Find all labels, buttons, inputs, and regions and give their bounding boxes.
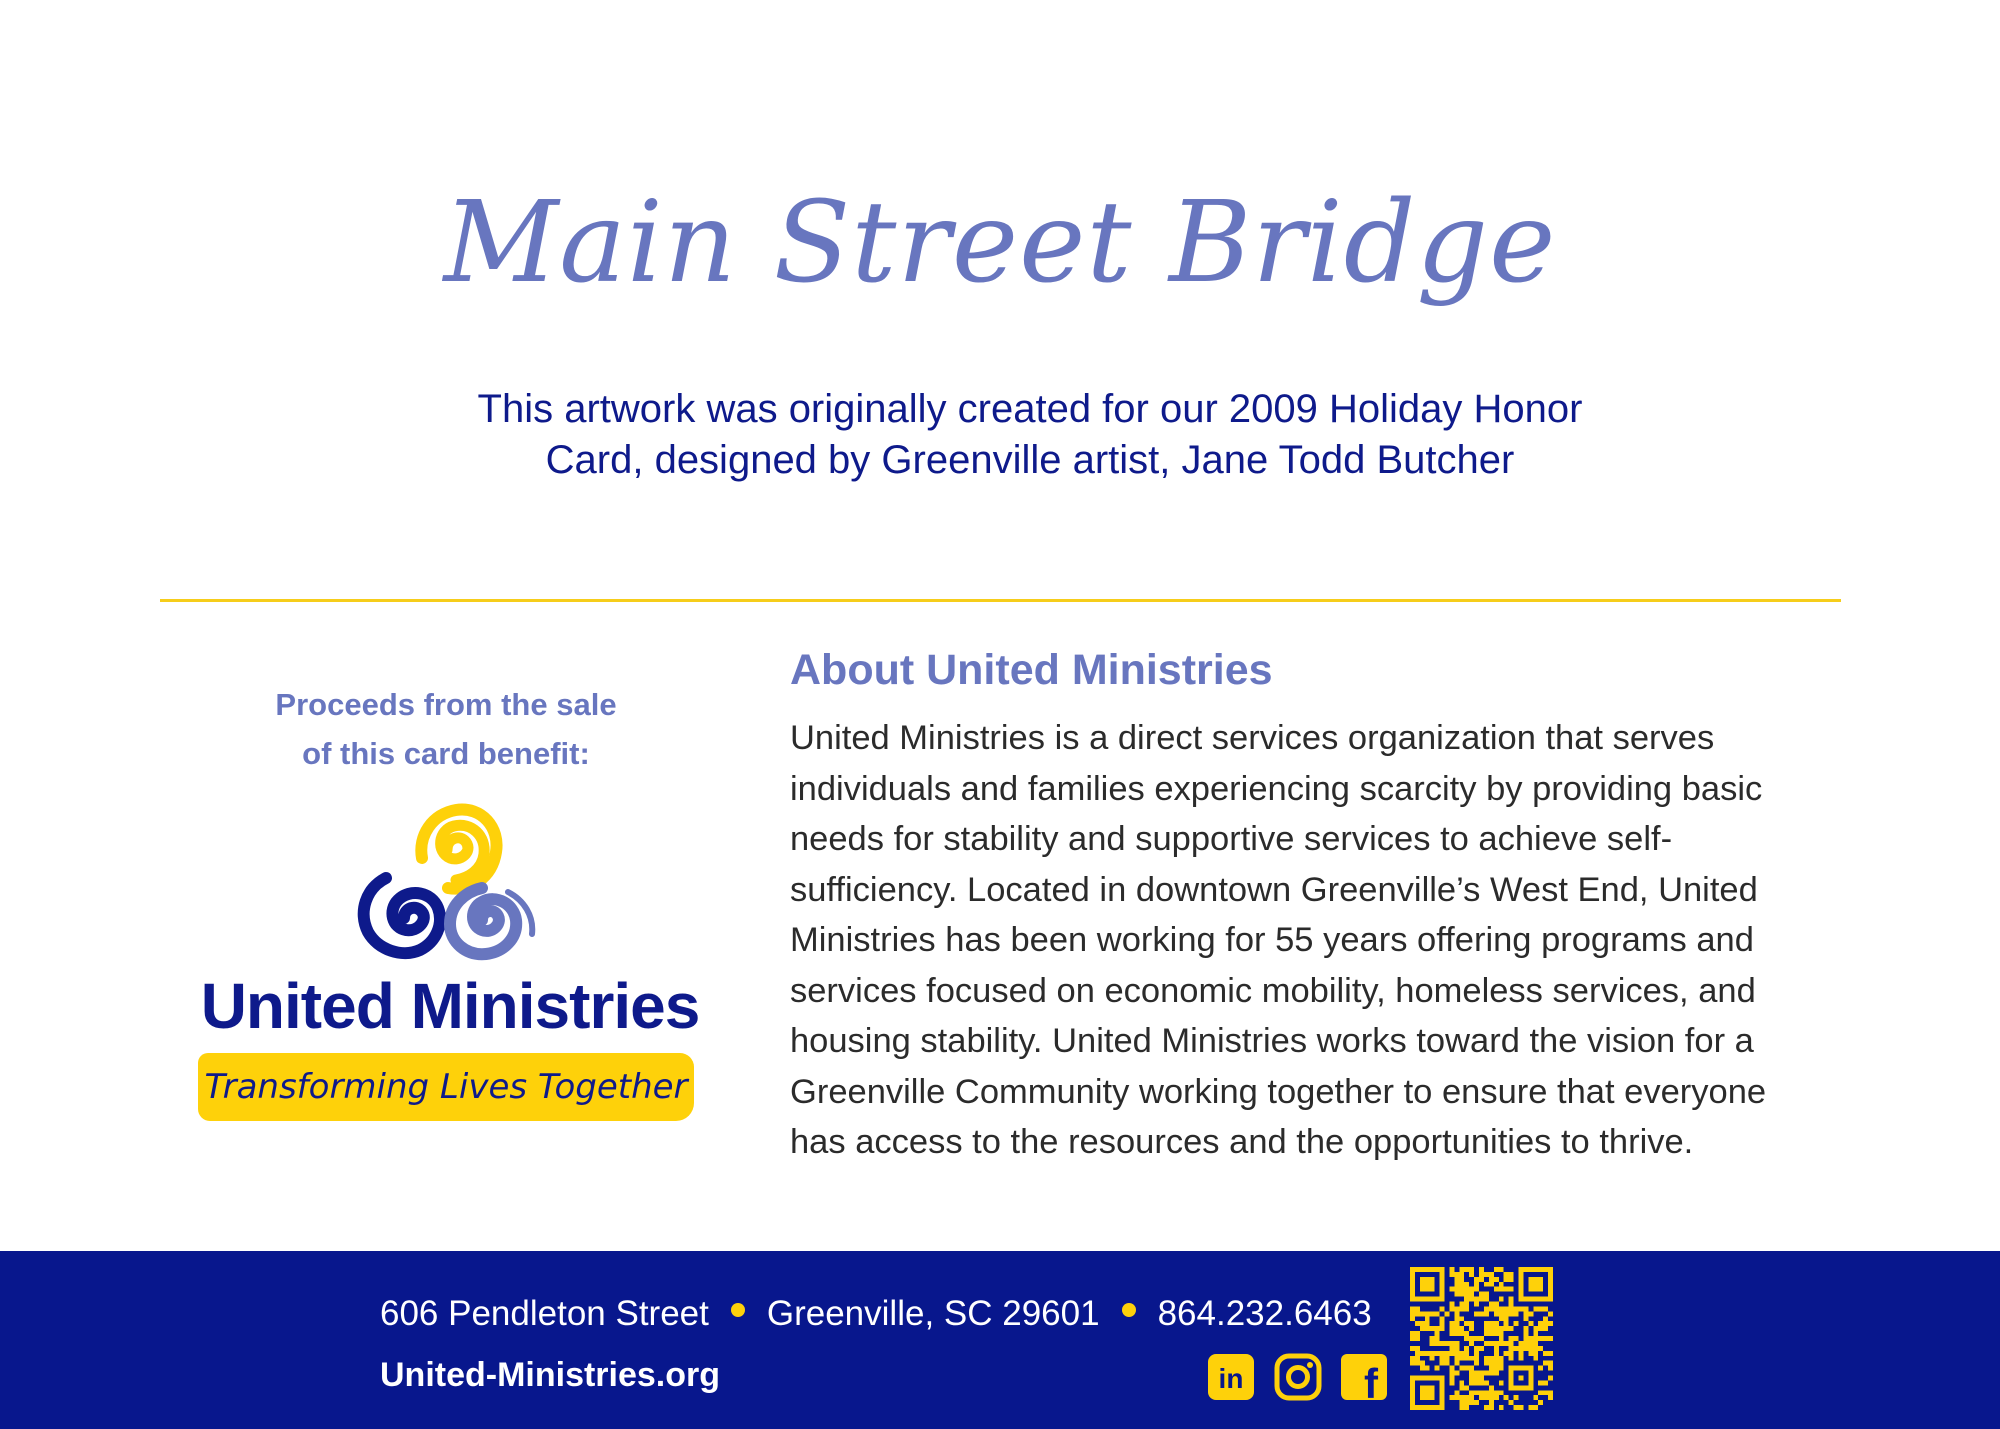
separator-dot-icon: [731, 1303, 745, 1317]
periwinkle-spiral: [450, 888, 532, 954]
organization-tagline: Transforming Lives Together: [198, 1053, 694, 1121]
about-line: sufficiency. Located in downtown Greenville’s West End, United: [790, 870, 1758, 909]
facebook-icon[interactable]: [1340, 1353, 1388, 1401]
yellow-spiral: [421, 810, 496, 889]
separator-dot-icon: [1122, 1303, 1136, 1317]
subtitle-line: Card, designed by Greenville artist, Jane Todd Butcher: [545, 438, 1515, 482]
about-line: needs for stability and supportive services to achieve self-: [790, 820, 1673, 858]
proceeds-line: of this card benefit:: [302, 736, 590, 771]
organization-logo-name: United Ministries: [200, 970, 700, 1042]
about-line: United Ministries is a direct services organization that serves: [790, 719, 1715, 757]
phone-number: 864.232.6463: [1157, 1294, 1372, 1333]
subtitle-line: This artwork was originally created for our 2009 Holiday Honor: [477, 387, 1583, 431]
about-heading: About United Ministries: [790, 646, 1273, 694]
card-title: Main Street Bridge: [443, 178, 1557, 308]
city-state-zip: Greenville, SC 29601: [766, 1294, 1100, 1333]
linkedin-icon[interactable]: [1207, 1353, 1255, 1401]
navy-spiral: [364, 878, 440, 953]
facebook-label: f: [1364, 1360, 1378, 1401]
about-line: Greenville Community working together to ensure that everyone: [790, 1072, 1767, 1111]
about-line: Ministries has been working for 55 years offering programs and: [790, 921, 1754, 959]
linkedin-label: in: [1218, 1363, 1244, 1394]
contact-address: [380, 1290, 1372, 1338]
footer-bar: [0, 1251, 2000, 1429]
about-line: has access to the resources and the opportunities to thrive.: [790, 1123, 1694, 1161]
instagram-icon[interactable]: [1274, 1353, 1322, 1401]
proceeds-line: Proceeds from the sale: [275, 687, 617, 722]
about-line: housing stability. United Ministries works toward the vision for a: [790, 1022, 1754, 1060]
about-line: individuals and families experiencing scarcity by providing basic: [790, 769, 1763, 808]
about-line: services focused on economic mobility, homeless services, and: [790, 971, 1756, 1010]
website-link[interactable]: United-Ministries.org: [380, 1356, 721, 1394]
street-address: 606 Pendleton Street: [380, 1294, 709, 1333]
section-divider: [160, 599, 1841, 602]
proceeds-note: [196, 680, 696, 778]
triple-spiral-icon: [352, 800, 542, 966]
qr-code-icon[interactable]: [1410, 1267, 1553, 1410]
about-paragraph: [790, 713, 1890, 1168]
card-subtitle: [330, 384, 1730, 486]
